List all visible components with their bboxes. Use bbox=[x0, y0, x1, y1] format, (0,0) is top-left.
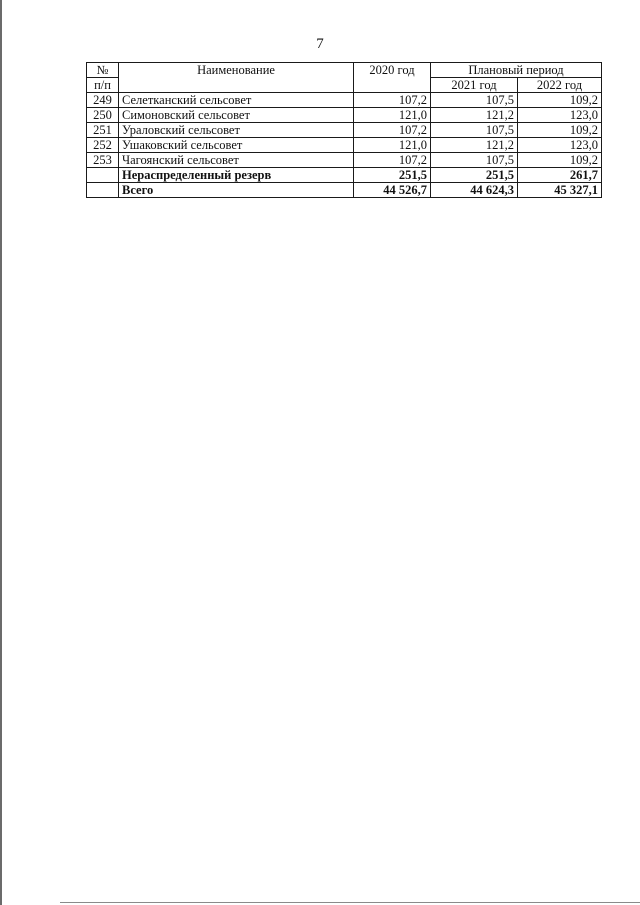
row-value-2020: 121,0 bbox=[354, 138, 431, 153]
row-value-2021: 107,5 bbox=[431, 123, 518, 138]
row-number: 251 bbox=[87, 123, 119, 138]
row-name: Ураловский сельсовет bbox=[119, 123, 354, 138]
reserve-value-2020: 251,5 bbox=[354, 168, 431, 183]
table-row bbox=[87, 123, 602, 138]
header-name: Наименование bbox=[119, 63, 354, 93]
reserve-name: Нераспределенный резерв bbox=[119, 168, 354, 183]
row-name: Симоновский сельсовет bbox=[119, 108, 354, 123]
row-value-2022: 123,0 bbox=[518, 138, 602, 153]
total-value-2021: 44 624,3 bbox=[431, 183, 518, 198]
page-number: 7 bbox=[316, 36, 324, 52]
row-number: 249 bbox=[87, 93, 119, 108]
row-value-2020: 107,2 bbox=[354, 123, 431, 138]
row-number: 252 bbox=[87, 138, 119, 153]
row-name: Ушаковский сельсовет bbox=[119, 138, 354, 153]
total-row bbox=[87, 183, 602, 198]
total-name: Всего bbox=[119, 183, 354, 198]
header-num-line2: п/п bbox=[87, 78, 119, 93]
row-value-2020: 121,0 bbox=[354, 108, 431, 123]
reserve-number-empty bbox=[87, 168, 119, 183]
row-value-2022: 109,2 bbox=[518, 153, 602, 168]
table-row bbox=[87, 138, 602, 153]
reserve-value-2021: 251,5 bbox=[431, 168, 518, 183]
scan-edge-left bbox=[0, 0, 2, 905]
header-2022: 2022 год bbox=[518, 78, 602, 93]
total-number-empty bbox=[87, 183, 119, 198]
row-value-2021: 107,5 bbox=[431, 93, 518, 108]
header-2020: 2020 год bbox=[354, 63, 431, 93]
row-value-2022: 109,2 bbox=[518, 93, 602, 108]
row-value-2021: 121,2 bbox=[431, 138, 518, 153]
reserve-value-2022: 261,7 bbox=[518, 168, 602, 183]
table-row bbox=[87, 153, 602, 168]
header-2021: 2021 год bbox=[431, 78, 518, 93]
row-number: 253 bbox=[87, 153, 119, 168]
reserve-row bbox=[87, 168, 602, 183]
row-name: Селетканский сельсовет bbox=[119, 93, 354, 108]
header-planned-period: Плановый период bbox=[431, 63, 602, 78]
header-num-line1: № bbox=[87, 63, 119, 78]
row-value-2022: 109,2 bbox=[518, 123, 602, 138]
header-row-1 bbox=[87, 63, 602, 78]
total-value-2020: 44 526,7 bbox=[354, 183, 431, 198]
row-value-2020: 107,2 bbox=[354, 153, 431, 168]
scan-edge-bottom bbox=[60, 902, 640, 903]
row-value-2021: 121,2 bbox=[431, 108, 518, 123]
total-value-2022: 45 327,1 bbox=[518, 183, 602, 198]
table-row bbox=[87, 93, 602, 108]
budget-table bbox=[86, 62, 602, 198]
table-row bbox=[87, 108, 602, 123]
row-value-2021: 107,5 bbox=[431, 153, 518, 168]
row-number: 250 bbox=[87, 108, 119, 123]
row-value-2020: 107,2 bbox=[354, 93, 431, 108]
row-name: Чагоянский сельсовет bbox=[119, 153, 354, 168]
row-value-2022: 123,0 bbox=[518, 108, 602, 123]
